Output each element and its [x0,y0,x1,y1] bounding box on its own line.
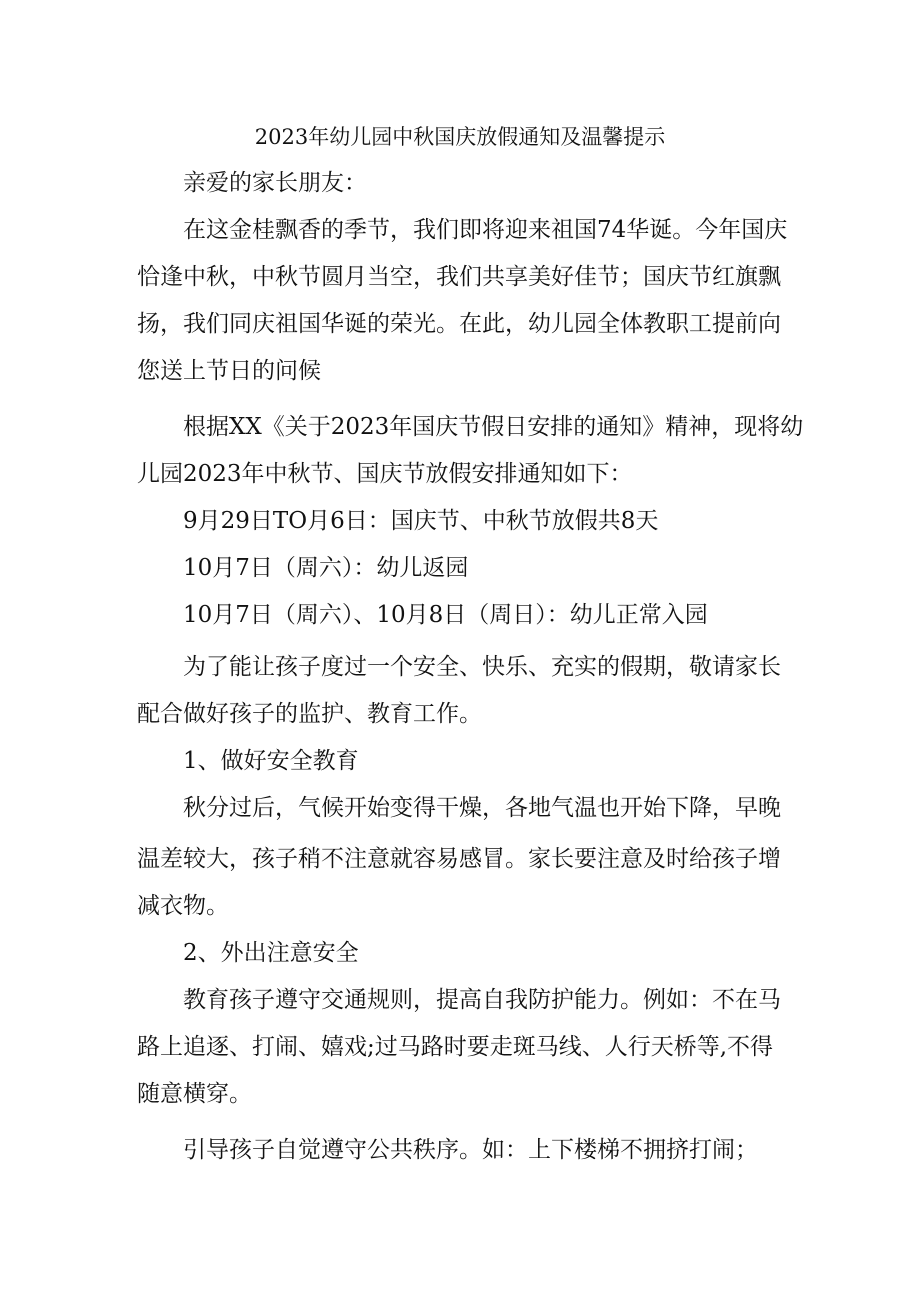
paragraph-line: 恰逢中秋，中秋节圆月当空，我们共享美好佳节；国庆节红旗飘 [137,264,781,290]
schedule-line: 9月29日TO月6日：国庆节、中秋节放假共8天 [183,508,659,534]
paragraph-line: 教育孩子遵守交通规则，提高自我防护能力。例如：不在马 [183,987,781,1013]
paragraph-line: 引导孩子自觉遵守公共秩序。如：上下楼梯不拥挤打闹； [183,1137,758,1163]
paragraph-line: 路上追逐、打闹、嬉戏;过马路时要走斑马线、人行天桥等,不得 [137,1034,774,1060]
paragraph-line: 在这金桂飘香的季节，我们即将迎来祖国74华诞。今年国庆 [183,217,788,243]
paragraph-line: 根据XX《关于2023年国庆节假日安排的通知》精神，现将幼 [183,414,804,440]
paragraph-line: 温差较大，孩子稍不注意就容易感冒。家长要注意及时给孩子增 [137,846,781,872]
paragraph-line: 扬，我们同庆祖国华诞的荣光。在此，幼儿园全体教职工提前向 [137,311,781,337]
schedule-line: 10月7日（周六）、10月8日（周日）：幼儿正常入园 [183,602,708,628]
paragraph-line: 配合做好孩子的监护、教育工作。 [137,701,482,727]
paragraph-line: 减衣物。 [137,893,229,919]
greeting: 亲爱的家长朋友： [183,170,367,196]
paragraph-line: 您送上节日的问候 [137,358,321,384]
schedule-line: 10月7日（周六）：幼儿返园 [183,555,469,581]
paragraph-line: 为了能让孩子度过一个安全、快乐、充实的假期，敬请家长 [183,654,781,680]
paragraph-line: 秋分过后，气候开始变得干燥，各地气温也开始下降，早晚 [183,795,781,821]
paragraph-line: 儿园2023年中秋节、国庆节放假安排通知如下： [137,461,633,487]
paragraph-line: 随意横穿。 [137,1081,252,1107]
section-heading: 1、做好安全教育 [183,748,359,774]
document-title: 2023年幼儿园中秋国庆放假通知及温馨提示 [254,125,666,149]
section-heading: 2、外出注意安全 [183,940,359,966]
